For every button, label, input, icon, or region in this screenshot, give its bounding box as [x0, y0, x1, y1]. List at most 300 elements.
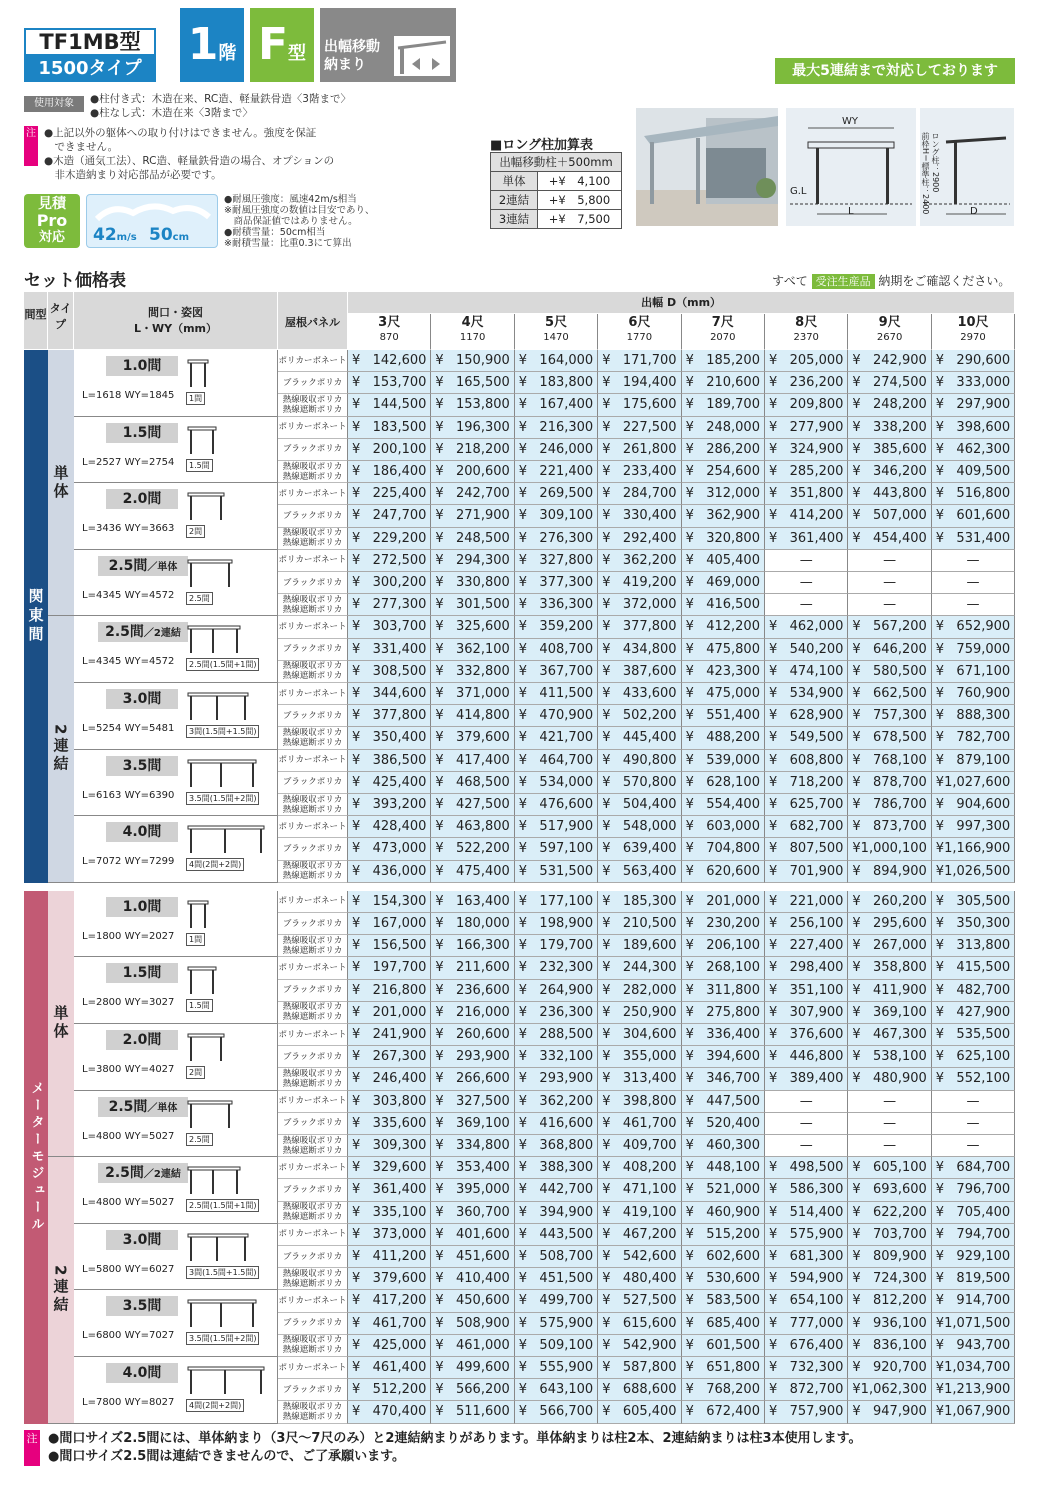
height-label1: 前枠H＝標準柱：2400	[921, 132, 930, 215]
price-cell	[598, 683, 681, 705]
yen-sign: ¥	[518, 1315, 528, 1331]
yen-sign: ¥	[602, 1160, 611, 1176]
price-cell	[515, 1268, 598, 1290]
yen-sign: ¥	[935, 1271, 945, 1287]
yen-sign: ¥	[685, 1204, 694, 1220]
price-value: 468,500	[456, 774, 510, 790]
price-value: 515,200	[706, 1226, 760, 1242]
yen-sign: ¥	[685, 619, 694, 635]
yen-sign: ¥	[602, 575, 611, 591]
yen-sign: ¥	[852, 774, 861, 790]
price-cell	[598, 838, 681, 860]
yen-sign: ¥	[352, 774, 361, 790]
panel-type: ブラックポリカ	[278, 705, 348, 727]
yen-sign: ¥	[602, 1382, 611, 1398]
price-cell	[515, 461, 598, 483]
yen-sign: ¥	[435, 1160, 444, 1176]
price-value: 250,900	[622, 1004, 677, 1020]
price-value: 461,400	[372, 1360, 427, 1376]
price-cell	[765, 1113, 848, 1135]
size-label	[106, 822, 178, 842]
panel-type: ポリカーボネート	[278, 350, 348, 372]
price-value: 511,600	[456, 1404, 510, 1420]
price-cell	[431, 639, 514, 661]
yen-sign: ¥	[852, 841, 861, 857]
price-cell	[431, 1046, 514, 1068]
size-dimensions: L=4345 WY=4572	[82, 656, 175, 668]
header-depth-col	[682, 314, 765, 350]
price-cell	[765, 350, 848, 372]
size-main: 1.0間	[122, 898, 162, 915]
yen-sign: ¥	[685, 1382, 694, 1398]
panel-type: ブラックポリカ	[278, 505, 348, 527]
panel-type	[278, 1268, 348, 1290]
price-value: 361,400	[372, 1182, 427, 1198]
yen-sign: ¥	[352, 960, 361, 976]
price-cell	[431, 1068, 514, 1090]
panel-type	[278, 394, 348, 416]
price-value: 809,900	[873, 1249, 927, 1265]
price-cell	[848, 1313, 931, 1335]
yen-sign: ¥	[602, 1182, 611, 1198]
price-cell	[348, 1224, 431, 1246]
price-value: 724,300	[873, 1271, 927, 1287]
yen-sign: ¥	[769, 938, 778, 954]
price-cell	[431, 838, 514, 860]
price-cell	[598, 772, 681, 794]
price-cell	[932, 727, 1015, 749]
panel-type-line2: 熱線遮断ポリカ	[282, 1212, 343, 1223]
price-value: 196,300	[456, 419, 510, 435]
header-size	[74, 292, 278, 350]
price-value: 353,400	[456, 1160, 510, 1176]
price-value: 368,800	[539, 1138, 594, 1154]
price-value: 309,100	[539, 508, 594, 524]
yen-sign: ¥	[685, 397, 694, 413]
price-cell	[765, 417, 848, 439]
price-cell	[431, 705, 514, 727]
yen-sign: ¥	[769, 375, 778, 391]
price-cell	[515, 572, 598, 594]
yen-sign: ¥	[685, 530, 694, 546]
yen-sign: ¥	[518, 1271, 528, 1287]
price-cell	[598, 1157, 681, 1179]
price-cell	[598, 1179, 681, 1201]
price-value: 369,100	[456, 1115, 510, 1131]
size-cell	[74, 816, 278, 883]
price-value: 351,800	[789, 486, 844, 502]
price-value: 379,600	[372, 1271, 427, 1287]
size-mini-label: 2.5間(1.5間+1間)	[186, 658, 259, 671]
footer-note-line: ●間口サイズ2.5間には、単体納まり（3尺〜7尺のみ）と2連結納まりがあります。単体納まりは柱2本、2連結納まりは柱3本使用します。	[48, 1431, 862, 1446]
yen-sign: ¥	[352, 819, 361, 835]
price-value: 369,100	[873, 1004, 927, 1020]
price-value: 539,000	[706, 752, 760, 768]
footer-note-line: ●間口サイズ2.5間は連結できませんので、ご了承願います。	[48, 1449, 406, 1464]
note-label: 注	[24, 126, 38, 166]
price-cell	[848, 772, 931, 794]
yen-sign: ¥	[935, 1049, 945, 1065]
price-cell	[848, 1290, 931, 1312]
price-value: 704,800	[706, 841, 760, 857]
yen-sign: ¥	[352, 597, 361, 613]
price-cell	[431, 572, 514, 594]
yen-sign: ¥	[602, 730, 611, 746]
price-cell	[598, 616, 681, 638]
price-cell	[348, 1068, 431, 1090]
size-mini-label: 4間(2間+2間)	[186, 858, 244, 871]
price-value: 540,200	[789, 641, 844, 657]
price-cell	[598, 980, 681, 1002]
yen-sign: ¥	[435, 1093, 444, 1109]
yen-sign: ¥	[685, 797, 694, 813]
panel-type: ポリカーボネート	[278, 816, 348, 838]
price-value: 248,500	[456, 530, 510, 546]
price-value: 221,400	[539, 464, 594, 480]
price-value: 307,900	[789, 1004, 844, 1020]
price-value: 777,000	[789, 1315, 844, 1331]
panel-type-line2: 熱線遮断ポリカ	[282, 671, 343, 682]
price-cell	[682, 772, 765, 794]
price-cell	[848, 838, 931, 860]
size-mini-label: 2.5間(1.5間+1間)	[186, 1199, 259, 1212]
price-value: 997,300	[956, 819, 1011, 835]
price-value: 417,200	[372, 1293, 427, 1309]
yen-sign: ¥	[685, 819, 694, 835]
yen-sign: ¥	[602, 893, 611, 909]
price-value: 467,200	[622, 1226, 677, 1242]
price-cell	[765, 1157, 848, 1179]
price-value: 1,166,900	[944, 841, 1011, 857]
price-value: 602,600	[706, 1249, 760, 1265]
price-value: 248,000	[706, 419, 760, 435]
price-cell	[848, 1401, 931, 1423]
panel-type	[278, 861, 348, 883]
price-value: 312,000	[706, 486, 760, 502]
long-post-row-label: 2連結	[491, 191, 538, 210]
yen-sign: ¥	[935, 1226, 945, 1242]
price-value: 236,600	[456, 982, 510, 998]
price-value: 186,400	[372, 464, 427, 480]
price-value: 597,100	[539, 841, 594, 857]
price-value: 794,700	[956, 1226, 1011, 1242]
size-mini-label: 3間(1.5間+1.5間)	[186, 725, 259, 738]
price-cell	[348, 1024, 431, 1046]
price-cell	[932, 1179, 1015, 1201]
price-cell	[348, 572, 431, 594]
yen-sign: ¥	[852, 486, 861, 502]
yen-sign: ¥	[352, 419, 361, 435]
price-cell	[848, 1268, 931, 1290]
price-value: 330,400	[622, 508, 677, 524]
yen-sign: ¥	[435, 819, 444, 835]
price-value: 303,700	[372, 619, 427, 635]
price-cell	[515, 1135, 598, 1157]
size-main: 1.5間	[122, 424, 162, 441]
price-cell	[932, 417, 1015, 439]
price-cell	[765, 1313, 848, 1335]
price-value: 164,000	[539, 353, 594, 369]
header-depth-col	[848, 314, 931, 350]
yen-sign: ¥	[852, 752, 861, 768]
price-value: 236,200	[789, 375, 844, 391]
price-value: 398,600	[956, 419, 1011, 435]
yen-sign: ¥	[685, 1315, 694, 1331]
panel-type-line2: 熱線遮断ポリカ	[282, 1012, 343, 1023]
price-value: 434,800	[622, 641, 677, 657]
yen-sign: ¥	[852, 464, 861, 480]
price-value: 225,400	[372, 486, 427, 502]
yen-sign: ¥	[435, 641, 444, 657]
price-cell	[598, 705, 681, 727]
panel-type	[278, 1068, 348, 1090]
model-type: 1500タイプ	[24, 56, 156, 82]
yen-sign: ¥	[602, 982, 611, 998]
price-cell	[515, 1179, 598, 1201]
panel-type-line1: 熱線吸収ポリカ	[282, 794, 343, 805]
price-cell	[765, 461, 848, 483]
yen-sign: ¥	[518, 1293, 528, 1309]
price-cell	[765, 1290, 848, 1312]
size-main: 3.5間	[122, 1298, 162, 1315]
price-cell	[765, 439, 848, 461]
price-value: 308,500	[372, 663, 427, 679]
price-cell	[431, 661, 514, 683]
yen-sign: ¥	[852, 1271, 861, 1287]
size-dimensions: L=1800 WY=2027	[82, 930, 175, 942]
price-value: 179,700	[539, 938, 594, 954]
price-value: 535,500	[956, 1027, 1011, 1043]
panel-type-line2: 熱線遮断ポリカ	[282, 737, 343, 748]
price-cell	[348, 483, 431, 505]
price-value: 408,200	[622, 1160, 677, 1176]
price-cell	[848, 528, 931, 550]
price-cell	[431, 1313, 514, 1335]
price-cell	[515, 1202, 598, 1224]
yen-sign: ¥	[435, 1226, 444, 1242]
yen-sign: ¥	[352, 1404, 361, 1420]
price-cell	[515, 1113, 598, 1135]
price-cell	[682, 861, 765, 883]
wind-unit: m/s	[116, 232, 137, 243]
yen-sign: ¥	[685, 1182, 694, 1198]
yen-sign: ¥	[935, 893, 945, 909]
yen-sign: ¥	[352, 575, 361, 591]
size-dimensions: L=2800 WY=3027	[82, 997, 175, 1009]
yen-sign: ¥	[685, 1071, 694, 1087]
size-label	[98, 622, 188, 642]
yen-sign: ¥	[435, 530, 444, 546]
price-value: 261,800	[622, 441, 677, 457]
price-cell	[431, 913, 514, 935]
price-value: 301,500	[456, 597, 510, 613]
depth-mm: 2670	[876, 332, 903, 343]
price-cell	[848, 727, 931, 749]
price-value: 625,100	[956, 1049, 1011, 1065]
price-cell	[348, 1113, 431, 1135]
price-value: 183,800	[539, 375, 594, 391]
price-value: 227,500	[622, 419, 677, 435]
yen-sign: ¥	[685, 1115, 694, 1131]
size-cell	[74, 891, 278, 958]
yen-sign: ¥	[935, 1004, 945, 1020]
yen-sign: ¥	[935, 752, 945, 768]
price-cell	[682, 794, 765, 816]
price-cell	[765, 1268, 848, 1290]
price-value: 346,200	[873, 464, 927, 480]
panel-type: ポリカーボネート	[278, 1224, 348, 1246]
yen-sign: ¥	[352, 1093, 361, 1109]
header-type: タイプ	[48, 292, 74, 350]
yen-sign: ¥	[852, 863, 861, 879]
panel-type: ブラックポリカ	[278, 1379, 348, 1401]
panel-type	[278, 935, 348, 957]
estimate-line3: 対応	[38, 230, 65, 245]
price-cell	[682, 838, 765, 860]
price-cell	[515, 639, 598, 661]
price-cell	[932, 935, 1015, 957]
price-value: 552,100	[956, 1071, 1011, 1087]
panel-type-line2: 熱線遮断ポリカ	[282, 471, 343, 482]
estimate-note: ※耐風圧強度の数値は目安であり、	[224, 205, 375, 216]
yen-sign: ¥	[602, 863, 611, 879]
move-line1: 出幅移動	[324, 39, 380, 55]
price-cell	[598, 350, 681, 372]
price-cell	[682, 1068, 765, 1090]
size-cell	[74, 483, 278, 550]
yen-sign: ¥	[935, 663, 945, 679]
price-cell	[682, 1224, 765, 1246]
price-value: 601,600	[956, 508, 1011, 524]
footer-note-label: 注	[24, 1430, 40, 1466]
price-value: 446,800	[789, 1049, 844, 1065]
yen-sign: ¥	[435, 730, 444, 746]
yen-sign: ¥	[435, 597, 444, 613]
price-value: 498,500	[789, 1160, 844, 1176]
long-post-row-price: +¥ 7,500	[537, 210, 621, 229]
yen-sign: ¥	[602, 1004, 611, 1020]
price-value: 509,100	[539, 1337, 594, 1353]
yen-sign: ¥	[852, 1027, 861, 1043]
price-cell	[932, 1113, 1015, 1135]
yen-sign: ¥	[602, 1027, 611, 1043]
price-cell	[515, 913, 598, 935]
price-cell	[932, 1268, 1015, 1290]
yen-sign: ¥	[435, 375, 444, 391]
price-cell	[682, 550, 765, 572]
note-line: 非木造納まり対応部品が必要です。	[44, 169, 222, 181]
size-cell	[74, 1357, 278, 1424]
price-value: 153,700	[372, 375, 427, 391]
price-value: 508,700	[539, 1249, 594, 1265]
price-value: 371,000	[456, 686, 510, 702]
yen-sign: ¥	[852, 441, 861, 457]
price-cell	[848, 594, 931, 616]
price-cell	[515, 1002, 598, 1024]
yen-sign: ¥	[852, 1293, 861, 1309]
price-cell	[932, 1202, 1015, 1224]
yen-sign: ¥	[935, 708, 945, 724]
price-value: 377,800	[372, 708, 427, 724]
price-cell	[598, 1401, 681, 1423]
yen-sign: ¥	[685, 1226, 694, 1242]
price-cell	[848, 572, 931, 594]
yen-sign: ¥	[685, 938, 694, 954]
price-cell	[682, 372, 765, 394]
price-value: 1,026,500	[944, 863, 1011, 879]
price-value: 566,700	[539, 1404, 594, 1420]
price-cell	[682, 705, 765, 727]
price-cell	[348, 661, 431, 683]
price-cell	[848, 935, 931, 957]
price-cell	[431, 957, 514, 979]
price-cell	[598, 1113, 681, 1135]
price-cell	[348, 913, 431, 935]
yen-sign: ¥	[852, 960, 861, 976]
price-value: 405,400	[706, 552, 760, 568]
price-value: 807,500	[789, 841, 844, 857]
price-cell	[431, 1379, 514, 1401]
price-cell	[932, 661, 1015, 683]
price-value: 423,300	[706, 663, 760, 679]
yen-sign: ¥	[518, 641, 528, 657]
gl-label: G.L	[790, 186, 807, 197]
panel-type: ブラックポリカ	[278, 1179, 348, 1201]
price-value: 1,027,600	[944, 774, 1011, 790]
yen-sign: ¥	[769, 1315, 778, 1331]
price-value: 943,700	[956, 1337, 1011, 1353]
price-cell	[932, 528, 1015, 550]
price-value: 367,700	[539, 663, 594, 679]
price-cell	[932, 1068, 1015, 1090]
yen-sign: ¥	[769, 1337, 778, 1353]
price-cell	[598, 661, 681, 683]
price-cell	[515, 1246, 598, 1268]
price-cell	[515, 417, 598, 439]
depth-mm: 2970	[960, 332, 986, 343]
price-value: 531,500	[539, 863, 594, 879]
panel-type-line2: 熱線遮断ポリカ	[282, 1078, 343, 1089]
yen-sign: ¥	[769, 441, 778, 457]
yen-sign: ¥	[769, 1004, 778, 1020]
price-value: 425,000	[372, 1337, 427, 1353]
panel-type-line1: 熱線吸収ポリカ	[282, 1068, 343, 1079]
price-cell	[932, 616, 1015, 638]
price-value: 297,900	[956, 397, 1011, 413]
price-value: 888,300	[956, 708, 1011, 724]
price-value: 454,400	[873, 530, 927, 546]
price-value: 1,071,500	[944, 1315, 1011, 1331]
price-value: 548,000	[622, 819, 677, 835]
header-depth-col	[932, 314, 1015, 350]
price-cell	[598, 439, 681, 461]
price-value: 482,700	[956, 982, 1011, 998]
price-value: 499,700	[539, 1293, 594, 1309]
price-cell	[765, 1024, 848, 1046]
header-region: 間型	[24, 292, 48, 350]
price-value: 586,300	[789, 1182, 844, 1198]
price-value: 502,200	[622, 708, 677, 724]
price-value: —	[883, 597, 897, 613]
panel-type: ブラックポリカ	[278, 980, 348, 1002]
depth-mm: 870	[379, 332, 399, 343]
price-cell	[765, 483, 848, 505]
yen-sign: ¥	[685, 1249, 694, 1265]
price-value: 201,000	[372, 1004, 427, 1020]
size-main: 2.0間	[122, 1032, 162, 1048]
price-value: 311,800	[706, 982, 760, 998]
price-cell	[515, 505, 598, 527]
